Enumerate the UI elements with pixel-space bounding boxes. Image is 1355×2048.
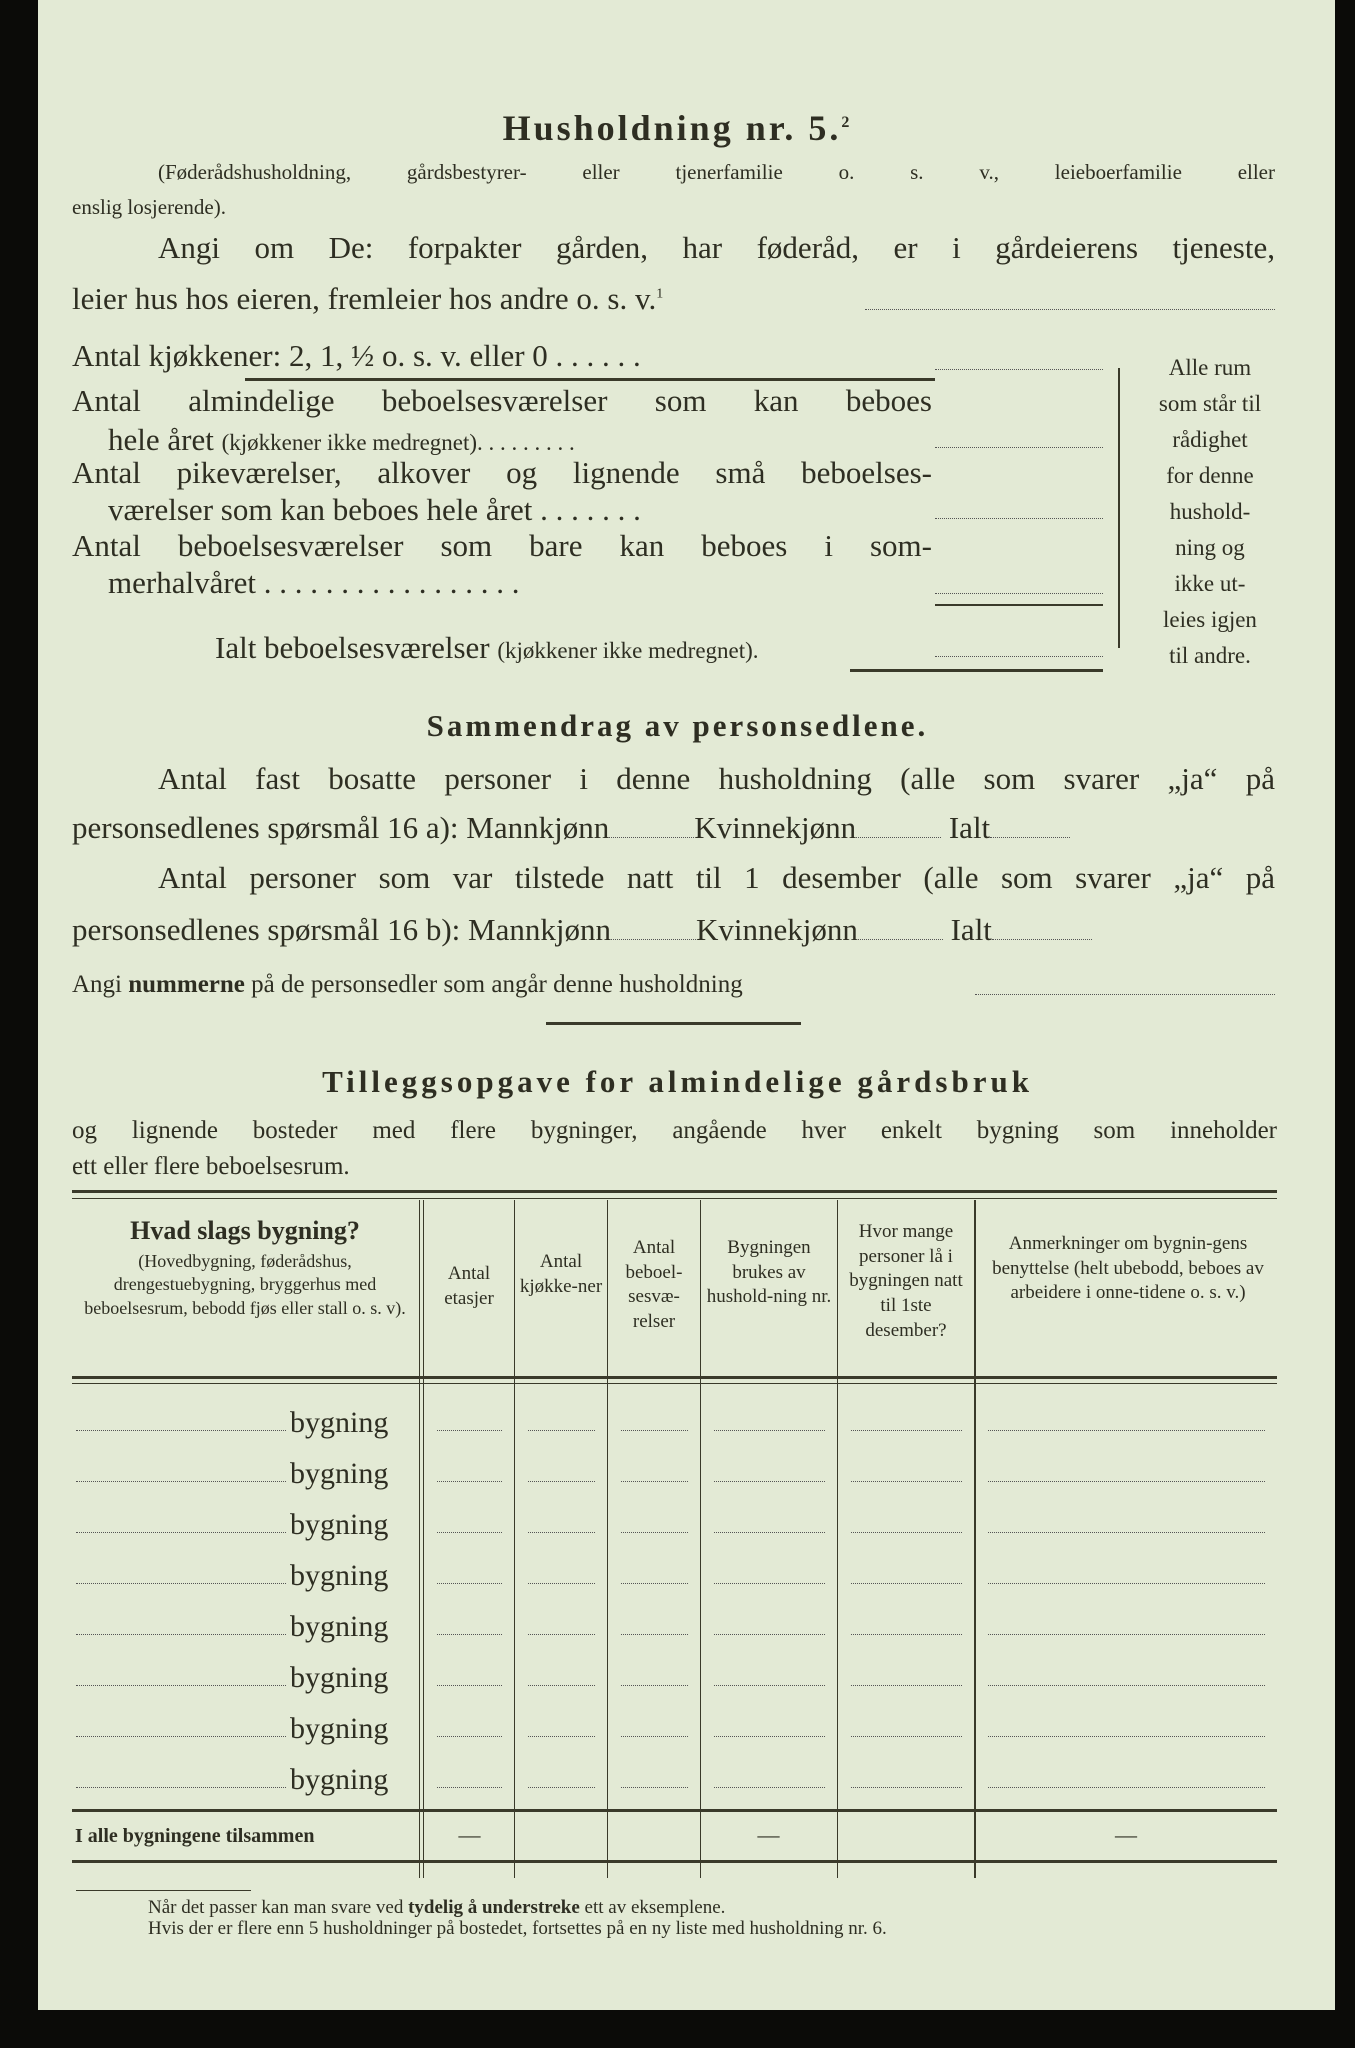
building-type-field[interactable] <box>76 1685 286 1686</box>
supplement-heading: Tilleggsopgave for almindelige gårdsbruk <box>322 1064 1033 1099</box>
intro-line-2: enslig losjerende). <box>72 195 226 219</box>
table-cell-field[interactable] <box>851 1685 962 1686</box>
supplement-line-2: ett eller flere beboelsesrum. <box>72 1153 350 1180</box>
table-cell-field[interactable] <box>714 1787 825 1788</box>
total-row-label: I alle bygningene tilsammen <box>75 1825 315 1847</box>
table-cell-field[interactable] <box>714 1634 825 1635</box>
row-label: bygning <box>290 1457 389 1490</box>
total-remarks-mark: — <box>1115 1822 1137 1847</box>
table-cell-field[interactable] <box>528 1736 595 1737</box>
note-line: ikke ut- <box>1174 571 1246 596</box>
note-line: for denne <box>1166 463 1254 488</box>
total-floors-mark: — <box>458 1822 481 1847</box>
row-label: bygning <box>290 1508 389 1541</box>
table-cell-field[interactable] <box>988 1481 1265 1482</box>
building-type-field[interactable] <box>76 1736 286 1737</box>
table-cell-field[interactable] <box>851 1736 962 1737</box>
table-cell-field[interactable] <box>437 1634 502 1635</box>
col-building-type-title: Hvad slags bygning? <box>130 1216 360 1245</box>
building-type-field[interactable] <box>76 1787 286 1788</box>
col-rooms: Antal beboel-sesvæ-relser <box>625 1237 683 1333</box>
row-label: bygning <box>290 1406 389 1439</box>
table-cell-field[interactable] <box>528 1685 595 1686</box>
table-cell-field[interactable] <box>437 1532 502 1533</box>
table-cell-field[interactable] <box>621 1430 688 1431</box>
total-double-rule <box>850 669 1103 672</box>
table-cell-field[interactable] <box>528 1481 595 1482</box>
supplement-line-1: og lignende bosteder med flere bygninger, angående hver enkelt bygning som inneholder <box>72 1117 1277 1144</box>
table-cell-field[interactable] <box>528 1532 595 1533</box>
note-line: rådighet <box>1172 427 1248 452</box>
footnote-2: Hvis der er flere enn 5 husholdninger på bostedet, fortsettes på en ny liste med husholdning nr. 6. <box>148 1918 887 1939</box>
total-household-mark: — <box>757 1822 780 1847</box>
row-label: bygning <box>290 1559 389 1592</box>
table-cell-field[interactable] <box>714 1430 825 1431</box>
sum-rule <box>935 604 1103 606</box>
summary-heading: Sammendrag av personsedlene. <box>426 708 929 743</box>
note-line: hushold- <box>1169 499 1251 524</box>
present-line-2: personsedlenes spørsmål 16 b): Mannkjønn Kvinnekjønn Ialt <box>72 914 1092 945</box>
table-cell-field[interactable] <box>851 1787 962 1788</box>
table-cell-field[interactable] <box>988 1532 1265 1533</box>
row-label: bygning <box>290 1763 389 1796</box>
table-cell-field[interactable] <box>437 1481 502 1482</box>
table-cell-field[interactable] <box>988 1787 1265 1788</box>
footnote-1: Når det passer kan man svare ved tydelig å understreke ett av eksemplene. <box>148 1897 726 1918</box>
total-rooms-field[interactable] <box>935 656 1103 657</box>
row-label: bygning <box>290 1661 389 1694</box>
intro-line-1: (Føderådshusholdning, gårdsbestyrer- eller tjenerfamilie o. s. v., leieboerfamilie eller <box>158 160 1275 184</box>
col-household-no: Bygningen brukes av hushold-ning nr. <box>706 1237 832 1308</box>
table-cell-field[interactable] <box>437 1736 502 1737</box>
angi-line-1: Angi om De: forpakter gården, har føderåd, er i gårdeierens tjeneste, <box>158 230 1275 265</box>
bracket-note <box>1140 350 1280 674</box>
table-cell-field[interactable] <box>851 1481 962 1482</box>
note-line: som står til <box>1158 391 1262 416</box>
table-cell-field[interactable] <box>621 1481 688 1482</box>
building-type-field[interactable] <box>76 1634 286 1635</box>
note-line: leies igjen <box>1163 607 1257 632</box>
table-cell-field[interactable] <box>714 1583 825 1584</box>
table-cell-field[interactable] <box>528 1787 595 1788</box>
table-cell-field[interactable] <box>988 1736 1265 1737</box>
table-cell-field[interactable] <box>621 1787 688 1788</box>
table-cell-field[interactable] <box>621 1685 688 1686</box>
building-type-field[interactable] <box>76 1583 286 1584</box>
table-cell-field[interactable] <box>988 1430 1265 1431</box>
table-cell-field[interactable] <box>714 1736 825 1737</box>
table-cell-field[interactable] <box>988 1583 1265 1584</box>
row-label: bygning <box>290 1712 389 1745</box>
col-floors: Antal etasjer <box>444 1263 494 1309</box>
row-label: bygning <box>290 1610 389 1643</box>
table-cell-field[interactable] <box>851 1583 962 1584</box>
building-type-field[interactable] <box>76 1430 286 1431</box>
table-cell-field[interactable] <box>437 1430 502 1431</box>
footnote-rule <box>76 1890 251 1891</box>
table-cell-field[interactable] <box>851 1634 962 1635</box>
note-line: ning og <box>1175 535 1245 560</box>
resident-line-1: Antal fast bosatte personer i denne husholdning (alle som svarer „ja“ på <box>158 761 1275 796</box>
table-cell-field[interactable] <box>528 1634 595 1635</box>
building-type-field[interactable] <box>76 1532 286 1533</box>
table-cell-field[interactable] <box>988 1685 1265 1686</box>
page-title: Husholdning nr. 5.$^2$ <box>502 108 853 148</box>
col-remarks: Anmerkninger om bygnin-gens benyttelse (helt ubebodd, beboes av arbeidere i onne-tidene o. s. v.) <box>992 1233 1264 1304</box>
table-cell-field[interactable] <box>437 1583 502 1584</box>
note-line: til andre. <box>1169 643 1251 668</box>
total-rooms-label: Ialt beboelsesværelser (kjøkkener ikke medregnet). <box>215 630 759 665</box>
angi-answer-field[interactable] <box>865 309 1275 310</box>
ordinary-rooms-label-1: Antal almindelige beboelsesværelser som kan beboes <box>72 383 932 418</box>
col-building-type-sub: (Hovedbygning, føderådshus, drengestuebygning, bryggerhus med beboelsesrum, bebodd fjøs eller stall o. s. v). <box>84 1251 406 1318</box>
summer-rooms-label-2: merhalvåret . . . . . . . . . . . . . . . . . <box>108 565 520 600</box>
table-cell-field[interactable] <box>714 1481 825 1482</box>
summer-rooms-label-1: Antal beboelsesværelser som bare kan beboes i som- <box>72 528 932 563</box>
table-cell-field[interactable] <box>851 1430 962 1431</box>
table-cell-field[interactable] <box>621 1583 688 1584</box>
underline-rule <box>245 378 935 381</box>
summer-rooms-field[interactable] <box>935 593 1103 594</box>
table-cell-field[interactable] <box>437 1787 502 1788</box>
kitchens-label: Antal kjøkkener: 2, 1, ½ o. s. v. eller 0 . . . . . . <box>72 338 641 373</box>
table-cell-field[interactable] <box>437 1685 502 1686</box>
table-cell-field[interactable] <box>621 1736 688 1737</box>
small-rooms-label-2: værelser som kan beboes hele året . . . . . . . <box>108 492 641 527</box>
angi-line-2: leier hus hos eieren, fremleier hos andre o. s. v.$^1$ <box>72 281 664 316</box>
kitchens-field[interactable] <box>935 369 1103 370</box>
numbers-field[interactable] <box>975 994 1275 995</box>
table-cell-field[interactable] <box>528 1583 595 1584</box>
table-cell-field[interactable] <box>621 1532 688 1533</box>
table-cell-field[interactable] <box>621 1634 688 1635</box>
table-cell-field[interactable] <box>988 1634 1265 1635</box>
table-cell-field[interactable] <box>714 1685 825 1686</box>
col-persons: Hvor mange personer lå i bygningen natt til 1ste desember? <box>849 1221 963 1341</box>
table-cell-field[interactable] <box>851 1532 962 1533</box>
ordinary-rooms-label-2: hele året (kjøkkener ikke medregnet). . . . . . . . . <box>108 422 575 457</box>
small-rooms-label-1: Antal pikeværelser, alkover og lignende små beboelses- <box>72 455 932 490</box>
building-type-field[interactable] <box>76 1481 286 1482</box>
table-cell-field[interactable] <box>714 1532 825 1533</box>
section-divider <box>546 1022 801 1025</box>
col-kitchens: Antal kjøkke-ner <box>519 1251 603 1297</box>
brace <box>1118 368 1134 648</box>
note-line: Alle rum <box>1168 355 1252 380</box>
resident-line-2: personsedlenes spørsmål 16 a): Mannkjønn Kvinnekjønn Ialt <box>72 812 1070 843</box>
present-line-1: Antal personer som var tilstede natt til 1 desember (alle som svarer „ja“ på <box>158 860 1275 895</box>
ordinary-rooms-field[interactable] <box>935 447 1103 448</box>
numbers-line: Angi nummerne på de personsedler som angår denne husholdning <box>72 971 743 998</box>
small-rooms-field[interactable] <box>935 518 1103 519</box>
table-cell-field[interactable] <box>528 1430 595 1431</box>
